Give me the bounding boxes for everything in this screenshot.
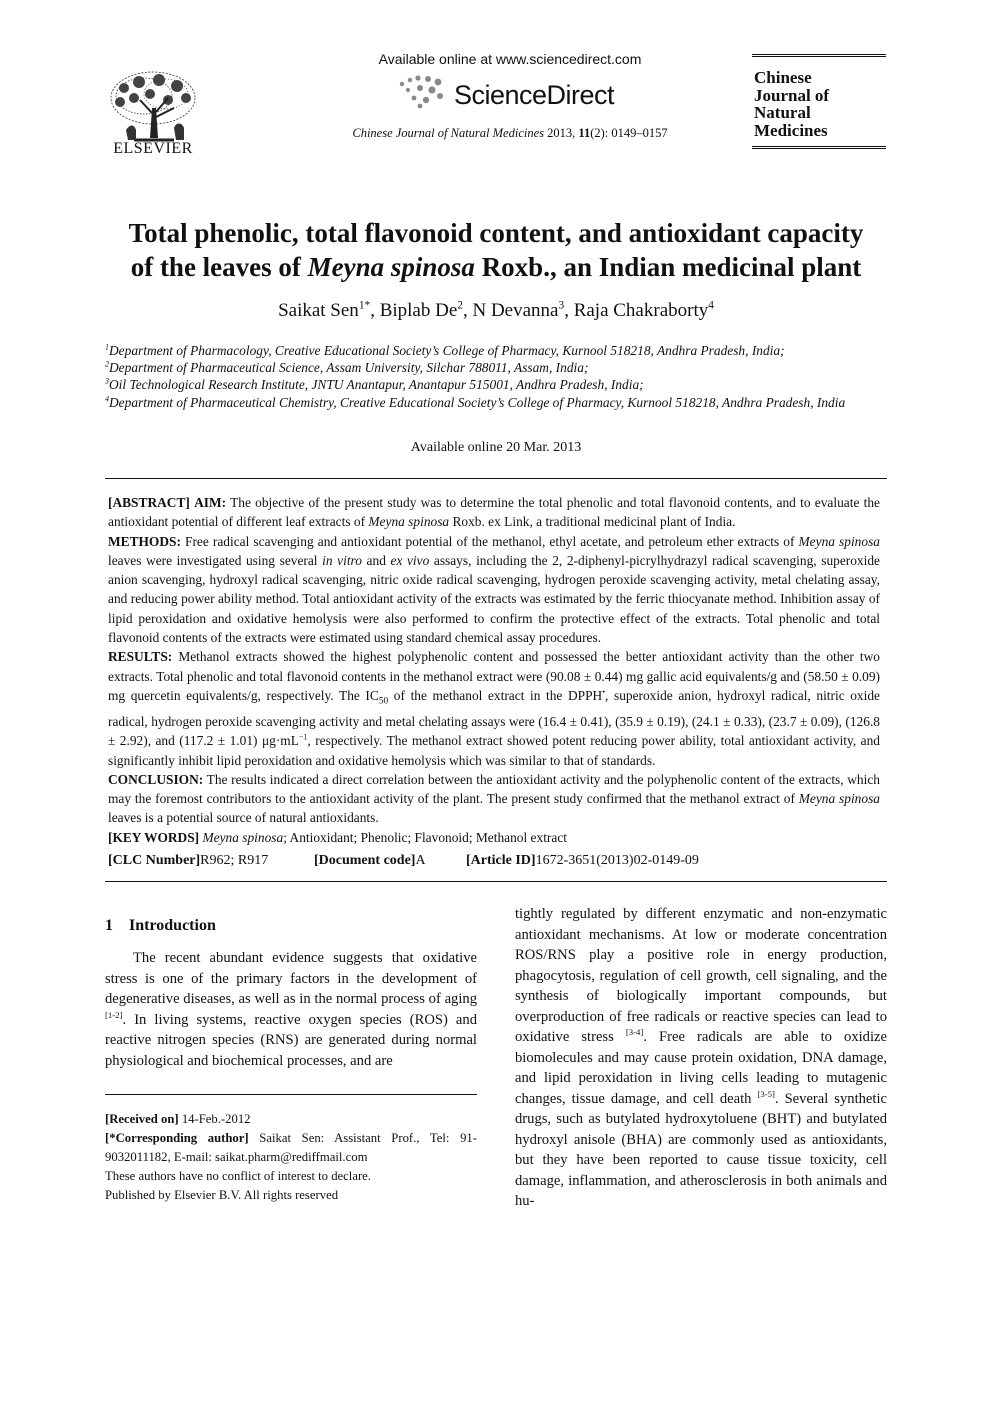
affiliation-num: 2 bbox=[105, 359, 110, 369]
article-title bbox=[60, 216, 932, 284]
conclusion-label: CONCLUSION: bbox=[108, 771, 204, 787]
affiliation-text: Department of Pharmacology, Creative Educational Society’s College of Pharmacy, Kurnool 518218, Andhra Pradesh, India; bbox=[109, 343, 785, 358]
journal-rule-bottom bbox=[752, 146, 886, 149]
corresponding-note bbox=[105, 1129, 477, 1167]
superscript: −1 bbox=[298, 732, 308, 742]
affiliation bbox=[105, 359, 887, 376]
results-label: RESULTS: bbox=[108, 649, 173, 665]
journal-citation bbox=[300, 126, 720, 141]
superscript: • bbox=[602, 687, 606, 697]
publisher-wordmark: ELSEVIER bbox=[113, 140, 193, 157]
abstract-text: The objective of the present study was to determine the total phenolic and total flavonoid contents, and to evaluate the antioxidant potential of different leaf extracts of bbox=[108, 495, 880, 530]
journal-name-line: Medicines bbox=[754, 120, 828, 140]
sciencedirect-url[interactable]: Available online at www.sciencedirect.com bbox=[378, 51, 642, 67]
author-list bbox=[100, 300, 892, 322]
citation-pages: (2): 0149–0157 bbox=[590, 126, 668, 140]
citation-ref[interactable]: [3-4] bbox=[625, 1027, 644, 1038]
species-name: Meyna spinosa bbox=[798, 791, 880, 807]
title-text: of the leaves of bbox=[130, 252, 308, 282]
title-line-2 bbox=[60, 250, 932, 284]
affiliation-num: 1 bbox=[105, 342, 110, 352]
affiliation bbox=[105, 394, 887, 411]
affiliation bbox=[105, 342, 887, 359]
author-affil-mark: 1* bbox=[358, 299, 371, 312]
corresponding-value: Saikat Sen: Assistant Prof., Tel: 91-9032011182, E-mail: saikat.pharm@rediffmail.com bbox=[105, 1131, 477, 1164]
sciencedirect-wordmark: ScienceDirect bbox=[454, 80, 615, 110]
keywords bbox=[108, 828, 880, 847]
aim-label: AIM: bbox=[194, 495, 227, 510]
affiliation-num: 4 bbox=[105, 394, 110, 404]
abstract-methods bbox=[108, 532, 880, 648]
abstract-rule-bottom bbox=[105, 881, 887, 882]
author-sep: , bbox=[564, 300, 574, 321]
latin-term: ex vivo bbox=[390, 552, 430, 568]
article-id-label: [Article ID] bbox=[466, 853, 536, 868]
keywords-text: ; Antioxidant; Phenolic; Flavonoid; Methanol extract bbox=[283, 829, 567, 845]
publisher-note: Published by Elsevier B.V. All rights reserved bbox=[105, 1188, 339, 1202]
author-name: Raja Chakraborty bbox=[573, 300, 709, 321]
received-note bbox=[105, 1110, 477, 1129]
author-name: Biplab De bbox=[379, 300, 458, 321]
document-code bbox=[314, 853, 426, 869]
clc-number bbox=[108, 853, 269, 869]
author-name: N Devanna bbox=[472, 300, 559, 321]
abstract-label: [ABSTRACT] bbox=[108, 495, 190, 510]
abstract-text: Methanol extracts showed the highest polyphenolic content and possessed the better antioxidant activity than the other two extracts. Total phenolic and total flavonoid contents in the methanol extract were (90.08 ± 0.44) mg gallic acid equivalents/g and (58.50 ± 0.09) mg quercetin equivalents/g, respectively. The IC bbox=[108, 649, 880, 703]
keywords-label: [KEY WORDS] bbox=[108, 829, 200, 845]
clc-label: [CLC Number] bbox=[108, 853, 201, 868]
affiliations bbox=[105, 342, 887, 411]
author-name: Saikat Sen bbox=[278, 300, 359, 321]
body-text: tightly regulated by different enzymatic and non-enzymatic antioxidant mechanisms. At low or moderate concentration ROS/RNS play a positive role in energy production, phagocytosis, regulation of cell growth, cell signaling, and the synthesis of biologically important compounds, but overproduction of free radicals or reactive species can lead to oxidative stress bbox=[515, 906, 887, 1045]
abstract-conclusion bbox=[108, 770, 880, 828]
abstract-text: , respectively. The methanol extract showed potent reducing power ability, total antioxidant activity, and significantly inhibit lipid peroxidation and oxidative hemolysis which was similar to that of standards. bbox=[108, 733, 880, 768]
body-text: . In living systems, reactive oxygen species (ROS) and reactive nitrogen species (RNS) are generated during normal physiological and biochemical processes, and are bbox=[105, 1011, 477, 1069]
received-label: [Received on] bbox=[105, 1112, 179, 1126]
journal-name bbox=[754, 69, 829, 139]
footnote-rule bbox=[105, 1094, 477, 1095]
methods-label: METHODS: bbox=[108, 533, 181, 549]
intro-column-right bbox=[515, 904, 887, 1212]
intro-column-left bbox=[105, 948, 477, 1071]
article-id bbox=[466, 853, 699, 869]
abstract-text: , superoxide anion, hydroxyl radical, nitric oxide radical, hydrogen peroxide scavenging activity and metal chelating assays were (16.4 ± 0.41), (35.9 ± 0.19), (24.1 ± 0.33), (23.7 ± 0.09), (126.8 ± 2.92), and (117.2 ± 1.01) μg·mL bbox=[108, 687, 880, 749]
clc-value: R962; R917 bbox=[200, 853, 269, 868]
abstract-text: leaves is a potential source of natural antioxidants. bbox=[108, 810, 379, 826]
affiliation-num: 3 bbox=[105, 376, 110, 386]
abstract-text: Free radical scavenging and antioxidant potential of the methanol, ethyl acetate, and petroleum ether extracts of bbox=[180, 533, 799, 549]
doc-label: [Document code] bbox=[314, 853, 416, 868]
citation-volume: 11 bbox=[578, 126, 591, 140]
sciencedirect-dots-icon bbox=[398, 74, 448, 110]
citation-ref[interactable]: [3-5] bbox=[757, 1088, 775, 1099]
species-name: Meyna spinosa bbox=[202, 829, 284, 845]
abstract-text: assays, including the 2, 2-diphenyl-picrylhydrazyl radical scavenging, superoxide anion scavenging, hydroxyl radical scavenging, nitric oxide radical scavenging, hydrogen peroxide scavenging activity, metal chelating assay, and reducing power ability method. Total antioxidant activity of the extracts was estimated by the ferric thiocyanate method. Inhibition assay of lipid peroxidation and oxidative hemolysis were also performed to confirm the protective effect of the extracts. Total phenolic and total flavonoid contents of the extracts were estimated using standard chemical assay procedures. bbox=[108, 552, 880, 646]
affiliation bbox=[105, 376, 887, 393]
corresponding-label: [*Corresponding author] bbox=[105, 1131, 249, 1145]
journal-name-line: Chinese bbox=[754, 68, 812, 87]
abstract bbox=[108, 493, 880, 847]
title-text: Roxb., an Indian medicinal plant bbox=[474, 252, 862, 282]
citation-ref[interactable]: [1-2] bbox=[105, 1009, 123, 1020]
latin-term: in vitro bbox=[322, 552, 362, 568]
author-sep: , bbox=[370, 300, 380, 321]
abstract-results bbox=[108, 647, 880, 769]
abstract-text: and bbox=[361, 552, 391, 568]
journal-name-line: Journal of bbox=[754, 85, 830, 105]
subscript: 50 bbox=[378, 696, 389, 707]
author-affil-mark: 3 bbox=[558, 299, 565, 312]
author-affil-mark: 4 bbox=[708, 299, 714, 312]
species-name: Meyna spinosa bbox=[368, 514, 450, 530]
body-text: The recent abundant evidence suggests that oxidative stress is one of the primary factors in the development of degenerative diseases, as well as in the normal process of aging bbox=[105, 950, 477, 1007]
citation-year: 2013, bbox=[544, 126, 579, 140]
affiliation-text: Department of Pharmaceutical Chemistry, Creative Educational Society’s College of Pharmacy, Kurnool 518218, Andhra Pradesh, India bbox=[109, 394, 846, 410]
journal-rule-top bbox=[752, 54, 886, 57]
conflict-note: These authors have no conflict of interest to declare. bbox=[105, 1169, 371, 1183]
species-name: Meyna spinosa bbox=[798, 533, 880, 549]
received-value: 14-Feb.-2012 bbox=[178, 1112, 251, 1126]
abstract-text: leaves were investigated using several bbox=[108, 552, 323, 568]
abstract-aim bbox=[108, 493, 880, 532]
body-text: . Free radicals are able to oxidize biomolecules and may cause protein oxidation, DNA damage, and lipid peroxidation in living cells leading to mutagenic changes, tissue damage, and cell death bbox=[515, 1029, 887, 1107]
body-text: . Several synthetic drugs, such as butylated hydroxytoluene (BHT) and butylated hydroxyl anisole (BHA) are commonly used as antioxidants, but they have been reported to cause tissue toxicity, cell damage, inflammation, and atherosclerosis in both animals and hu- bbox=[515, 1090, 887, 1209]
abstract-text: of the methanol extract in the DPPH bbox=[388, 687, 603, 703]
journal-name-line: Natural bbox=[754, 103, 811, 122]
section-heading: 1 Introduction bbox=[105, 917, 216, 934]
doc-value: A bbox=[415, 853, 426, 868]
footnotes bbox=[105, 1110, 477, 1205]
article-id-value: 1672-3651(2013)02-0149-09 bbox=[535, 853, 699, 868]
author-sep: , bbox=[462, 300, 473, 321]
abstract-rule-top bbox=[105, 478, 887, 479]
available-online-date: Available online 20 Mar. 2013 bbox=[410, 440, 582, 455]
citation-journal: Chinese Journal of Natural Medicines bbox=[352, 126, 545, 140]
affiliation-text: Department of Pharmaceutical Science, Assam University, Silchar 788011, Assam, India; bbox=[109, 360, 589, 376]
affiliation-text: Oil Technological Research Institute, JNTU Anantapur, Anantapur 515001, Andhra Pradesh, India; bbox=[109, 377, 644, 393]
author-affil-mark: 2 bbox=[457, 299, 463, 312]
abstract-text: The results indicated a direct correlation between the antioxidant activity and the polyphenolic content of the extracts, which may the foremost contributors to the antioxidant activity of the plant. The present study confirmed that the methanol extract of bbox=[108, 771, 880, 807]
title-species: Meyna spinosa bbox=[307, 252, 475, 282]
abstract-text: Roxb. ex Link, a traditional medicinal plant of India. bbox=[449, 514, 736, 530]
title-line-1: Total phenolic, total flavonoid content, and antioxidant capacity bbox=[128, 218, 864, 248]
